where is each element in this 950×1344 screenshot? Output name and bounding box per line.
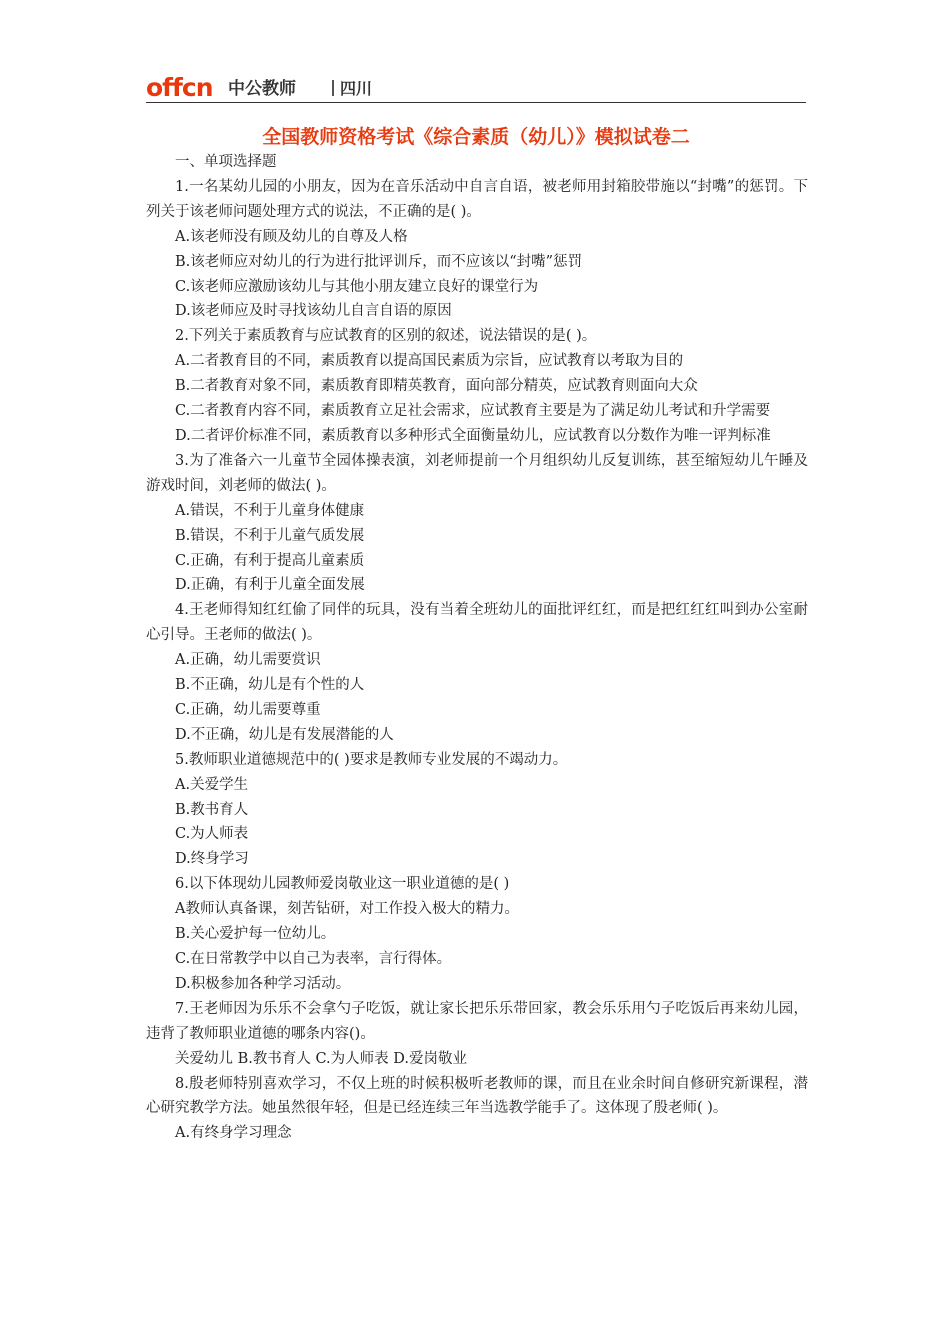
logo-divider xyxy=(332,80,334,96)
page-header xyxy=(146,74,806,103)
question-text: B.教书育人 xyxy=(175,801,249,818)
question-text: B.关心爱护每一位幼儿。 xyxy=(175,926,336,943)
question-text: D.正确，有利于儿童全面发展 xyxy=(175,577,365,594)
offcn-logo: offcn xyxy=(146,73,213,102)
question-text: A.二者教育目的不同，素质教育以提高国民素质为宗旨，应试教育以考取为目的 xyxy=(175,353,684,370)
question-text: 8.殷老师特别喜欢学习，不仅上班的时候积极听老教师的课，而且在业余时间自修研究新课程，潜心研究教学方法。她虽然很年轻，但是已经连续三年当选教学能手了。这体现了殷老师( )。 xyxy=(146,1075,808,1117)
question-text: 6.以下体现幼儿园教师爱岗敬业这一职业道德的是( ) xyxy=(175,876,510,893)
question-text: 5.教师职业道德规范中的( )要求是教师专业发展的不竭动力。 xyxy=(175,751,568,768)
question-text: 3.为了准备六一儿童节全园体操表演，刘老师提前一个月组织幼儿反复训练，甚至缩短幼儿午睡及游戏时间，刘老师的做法( )。 xyxy=(146,452,808,494)
question-text: C.在日常教学中以自己为表率，言行得体。 xyxy=(175,951,452,967)
question-text: C.为人师表 xyxy=(175,826,249,843)
question-text: 7.王老师因为乐乐不会拿勺子吃饭，就让家长把乐乐带回家，教会乐乐用勺子吃饭后再来幼儿园，违背了教师职业道德的哪条内容()。 xyxy=(146,1000,808,1042)
question-text: A.关爱学生 xyxy=(175,776,249,793)
question-text: B.该老师应对幼儿的行为进行批评训斥，而不应该以“封嘴”惩罚 xyxy=(175,253,583,270)
question-text: 1.一名某幼儿园的小朋友，因为在音乐活动中自言自语，被老师用封箱胶带施以“封嘴”的惩罚。下列关于该老师问题处理方式的说法，不正确的是( )。 xyxy=(146,178,808,220)
question-text: C.正确，有利于提高儿童素质 xyxy=(175,552,365,569)
question-text: A.该老师没有顾及幼儿的自尊及人格 xyxy=(175,228,408,245)
document-body xyxy=(146,150,808,1146)
question-text: 关爱幼儿 B.教书育人 C.为人师表 D.爱岗敬业 xyxy=(175,1050,467,1067)
question-text: B.错误，不利于儿童气质发展 xyxy=(175,527,365,544)
section-heading: 一、单项选择题 xyxy=(175,154,277,170)
question-text: D.不正确，幼儿是有发展潜能的人 xyxy=(175,726,394,743)
question-text: A.错误，不利于儿童身体健康 xyxy=(175,502,365,519)
document-title: 全国教师资格考试《综合素质（幼儿）》模拟试卷二 xyxy=(262,126,690,148)
question-text: C.该老师应激励该幼儿与其他小朋友建立良好的课堂行为 xyxy=(175,278,539,295)
logo-brand-text: 中公教师 xyxy=(228,79,296,99)
question-text: D.积极参加各种学习活动。 xyxy=(175,975,351,992)
question-text: C.正确，幼儿需要尊重 xyxy=(175,701,321,718)
question-text: C.二者教育内容不同，素质教育立足社会需求，应试教育主要是为了满足幼儿考试和升学需要 xyxy=(175,403,771,420)
question-text: 4.王老师得知红红偷了同伴的玩具，没有当着全班幼儿的面批评红红，而是把红红红叫到办公室耐心引导。王老师的做法( )。 xyxy=(146,602,808,644)
question-text: A.正确，幼儿需要赏识 xyxy=(175,652,321,669)
question-text: B.二者教育对象不同，素质教育即精英教育，面向部分精英，应试教育则面向大众 xyxy=(175,378,698,395)
question-text: A.有终身学习理念 xyxy=(175,1125,292,1142)
question-text: D.该老师应及时寻找该幼儿自言自语的原因 xyxy=(175,303,452,320)
question-text: A教师认真备课，刻苦钻研，对工作投入极大的精力。 xyxy=(175,901,519,918)
question-text: B.不正确，幼儿是有个性的人 xyxy=(175,677,365,694)
question-text: 2.下列关于素质教育与应试教育的区别的叙述，说法错误的是( )。 xyxy=(175,328,597,345)
question-text: D.二者评价标准不同，素质教育以多种形式全面衡量幼儿，应试教育以分数作为唯一评判标准 xyxy=(175,427,771,444)
region-label: 四川 xyxy=(340,79,373,98)
question-text: D.终身学习 xyxy=(175,851,249,868)
